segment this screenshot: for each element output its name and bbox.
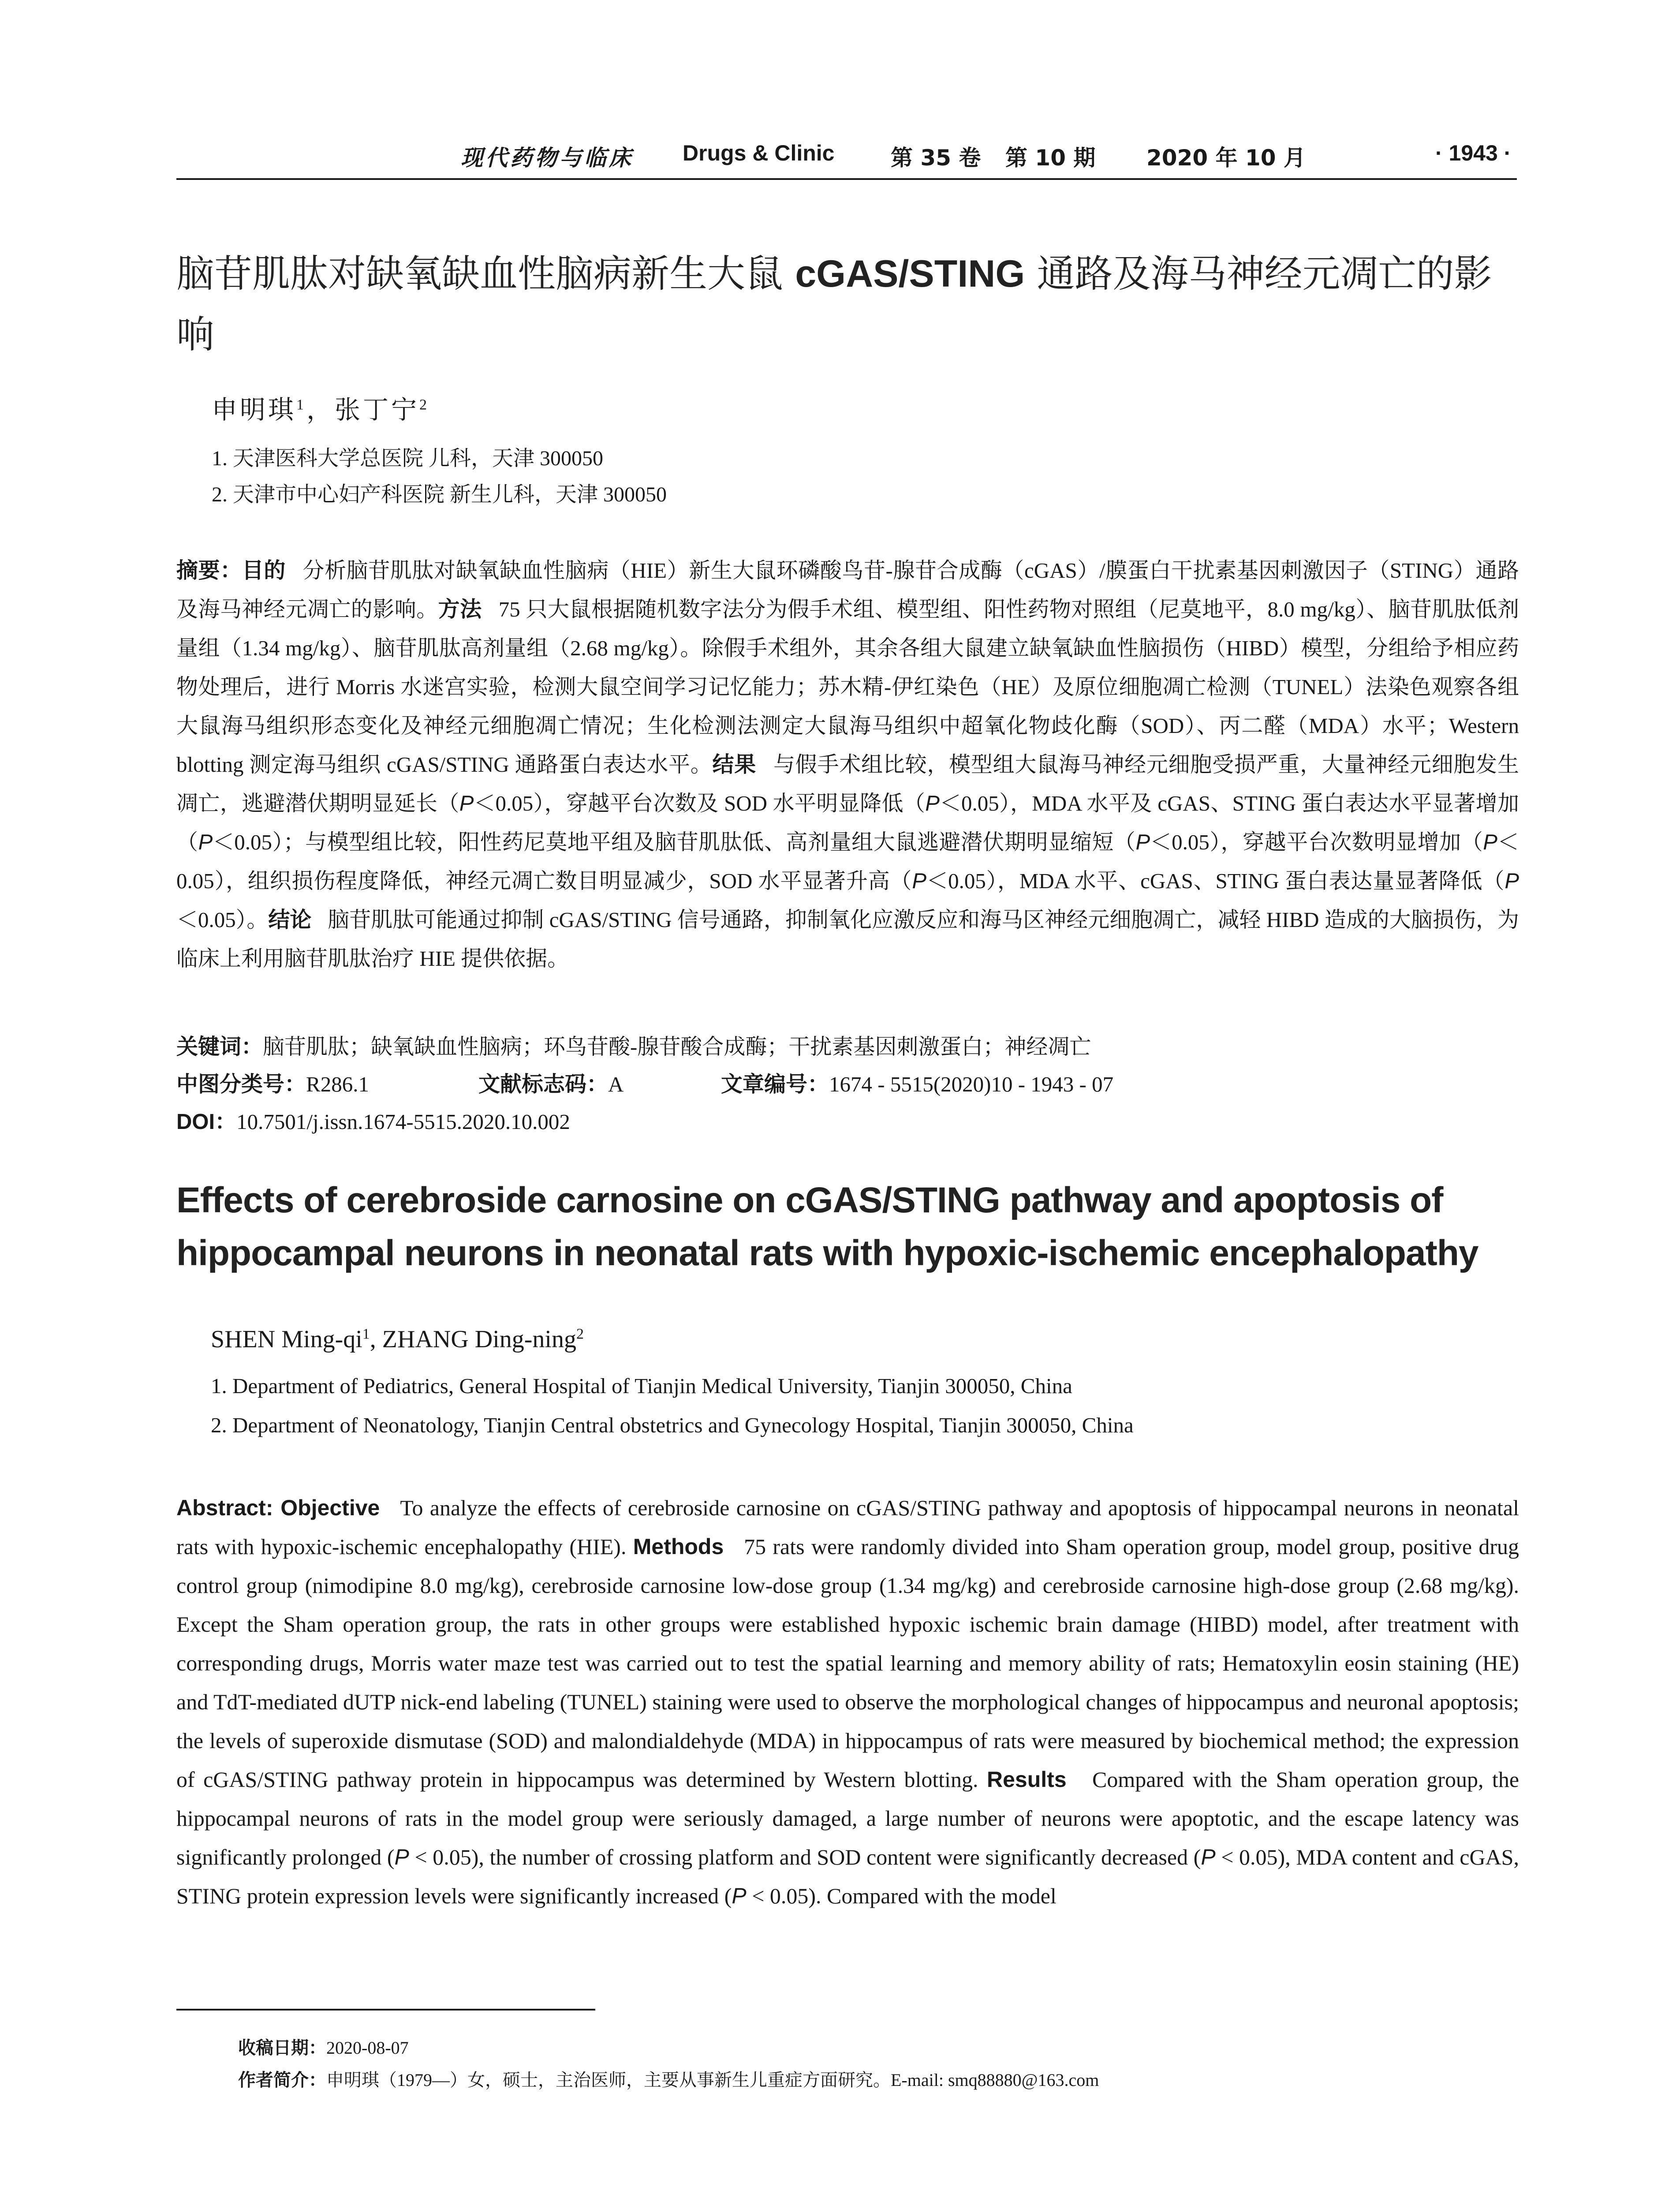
affiliation-en-1: 1. Department of Pediatrics, General Hospital of Tianjin Medical University, Tianjin 300050, China xyxy=(211,1374,1072,1398)
keywords-cn: 关键词：脑苷肌肽；缺氧缺血性脑病；环鸟苷酸-腺苷酸合成酶；干扰素基因刺激蛋白；神经凋亡 xyxy=(176,1035,1091,1059)
footnote-author: 作者简介：申明琪（1979—）女，硕士，主治医师，主要从事新生儿重症方面研究。E-mail: smq88880@163.com xyxy=(238,2070,1099,2090)
journal-name-en: Drugs & Clinic xyxy=(683,141,835,165)
affiliation-cn-1: 1. 天津医科大学总医院 儿科，天津 300050 xyxy=(212,447,604,470)
abstract-en: Abstract: Objective To analyze the effects of cerebroside carnosine on cGAS/STING pathway and apoptosis of hippocampal neurons in neonatal rats with hypoxic-ischemic encephalopathy (HIE). Methods 75 rats were randomly divided into Sham operation group, model group, positive drug control group (nimodipine 8.0 mg/kg), cerebroside carnosine low-dose group (1.34 mg/kg) and cerebroside carnosine high-dose group (2.68 mg/kg). Except the Sham operation group, the rats in other groups were established hypoxic ischemic brain damage (HIBD) model, after treatment with corresponding drugs, Morris water maze test was carried out to test the spatial learning and memory ability of rats; Hematoxylin eosin staining (HE) and TdT-mediated dUTP nick-end labeling (TUNEL) staining were used to observe the morphological changes of hippocampus and neuronal apoptosis; the levels of superoxide dismutase (SOD) and malondialdehyde (MDA) in hippocampus of rats were measured by biochemical method; the expression of cGAS/STING pathway protein in hippocampus was determined by Western blotting. Results Compared with the Sham operation group, the hippocampal neurons of rats in the model group were seriously damaged, a large number of neurons were apoptotic, and the escape latency was significantly prolonged (P < 0.05), the number of crossing platform and SOD content were significantly decreased (P < 0.05), MDA content and cGAS, STING protein expression levels were significantly increased (P < 0.05). Compared with the model xyxy=(176,1495,1519,1908)
authors-en: SHEN Ming-$qi^1$, ZHANG Ding-ning$^2$ xyxy=(211,1326,584,1353)
title-cn: 脑苷肌肽对缺氧缺血性脑病新生大鼠 cGAS/STING 通路及海马神经元凋亡的影响 xyxy=(176,252,1492,357)
running-header xyxy=(176,140,1517,176)
authors-cn: 申明琪$^1$，张丁宁$^2$ xyxy=(212,396,430,424)
footnote-rule xyxy=(176,2009,595,2011)
doi-line: DOI：10.7501/j.issn.1674-5515.2020.10.002 xyxy=(176,1110,570,1134)
journal-page: 现代药物与临床 Drugs & Clinic 第 35 卷 第 10 期 2020 年 10 月 · 1943 · 脑苷肌肽对缺氧缺血性脑病新生大鼠 cGAS/STING 通路及海马神经元凋亡的影响 申明琪$^1$，张丁宁$^2$ 1. 天津医科大学总医院 儿科，天津 300050 2. 天津市中心妇产科医院 新生儿科，天津 300050 摘要：目的 分析脑苷肌肽对缺氧缺血性脑病（HIE）新生大鼠环磷酸鸟苷-腺苷合成酶（cGAS）/膜蛋白干扰素基因刺激因子（STING）通路及海马神经元凋亡的影响。方法 75 只大鼠根据随机数字法分为假手术组、模型组、阳性药物对照组（尼莫地平，8.0 mg/kg）、脑苷肌肽低剂量组（1.34 mg/kg）、脑苷肌肽高剂量组（2.68 mg/kg）。除假手术组外，其余各组大鼠建立缺氧缺血性脑损伤（HIBD）模型，分组给予相应药物处理后，进行 Morris 水迷宫实验，检测大鼠空间学习记忆能力；苏木精-伊红染色（HE）及原位细胞凋亡检测（TUNEL）法染色观察各组大鼠海马组织形态变化及神经元细胞凋亡情况；生化检测法测定大鼠海马组织中超氧化物歧化酶（SOD）、丙二醛（MDA）水平；Western blotting 测定海马组织 cGAS/STING 通路蛋白表达水平。结果 与假手术组比较，模型组大鼠海马神经元细胞受损严重，大量神经元细胞发生凋亡，逃避潜伏期明显延长（P＜0.05），穿越平台次数及 SOD 水平明显降低（P＜0.05），MDA 水平及 cGAS、STING 蛋白表达水平显著增加（P＜0.05）；与模型组比较，阳性药尼莫地平组及脑苷肌肽低、高剂量组大鼠逃避潜伏期明显缩短（P＜0.05），穿越平台次数明显增加（P＜0.05），组织损伤程度降低，神经元凋亡数目明显减少，SOD 水平显著升高（P＜0.05），MDA 水平、cGAS、STING 蛋白表达量显著降低（P＜0.05）。结论 脑苷肌肽可能通过抑制 cGAS/STING 信号通路，抑制氧化应激反应和海马区神经元细胞凋亡，减轻 HIBD 造成的大脑损伤，为临床上利用脑苷肌肽治疗 HIE 提供依据。 关键词：脑苷肌肽；缺氧缺血性脑病；环鸟苷酸-腺苷酸合成酶；干扰素基因刺激蛋白；神经凋亡 中图分类号：R286.1 文献标志码：A 文章编号：1674 - 5515(2020)10 - 1943 - 07 DOI：10.7501/j.issn.1674-5515.2020.10.002 Effects of cerebroside carnosine on cGAS/STING pathway and apoptosis of hippocampal neurons in neonatal rats with hypoxic-ischemic encephalopathy SHEN Ming-$qi^1$, ZHANG Ding-ning$^2$ 1. Department of Pediatrics, General Hospital of Tianjin Medical University, Tianjin 300050, China 2. Department of Neonatology, Tianjin Central obstetrics and Gynecology Hospital, Tianjin 300050, China Abstract: Objective To analyze the effects of cerebroside carnosine on cGAS/STING pathway and apoptosis of hippocampal neurons in neonatal rats with hypoxic-ischemic encephalopathy (HIE). Methods 75 rats were randomly divided into Sham operation group, model group, positive drug control group (nimodipine 8.0 mg/kg), cerebroside carnosine low-dose group (1.34 mg/kg) and cerebroside carnosine high-dose group (2.68 mg/kg). Except the Sham operation group, the rats in other groups were established hypoxic ischemic brain damage (HIBD) model, after treatment with corresponding drugs, Morris water maze test was carried out to test the spatial learning and memory ability of rats; Hematoxylin eosin staining (HE) and TdT-mediated dUTP nick-end labeling (TUNEL) staining were used to observe the morphological changes of hippocampus and neuronal apoptosis; the levels of superoxide dismutase (SOD) and malondialdehyde (MDA) in hippocampus of rats were measured by biochemical method; the expression of cGAS/STING pathway protein in hippocampus was determined by Western blotting. Results Compared with the Sham operation group, the hippocampal neurons of rats in the model group were seriously damaged, a large number of neurons were apoptotic, and the escape latency was significantly prolonged (P < 0.05), the number of crossing platform and SOD content were significantly decreased (P < 0.05), MDA content and cGAS, STING protein expression levels were significantly increased (P < 0.05). Compared with the model 收稿日期：2020-08-07 作者简介：申明琪（1979—）女，硕士，主治医师，主要从事新生儿重症方面研究。E-mail: smq88880@163.com xyxy=(0,0,1680,2205)
affiliation-cn-2: 2. 天津市中心妇产科医院 新生儿科，天津 300050 xyxy=(212,483,667,506)
abstract-cn: 摘要：目的 分析脑苷肌肽对缺氧缺血性脑病（HIE）新生大鼠环磷酸鸟苷-腺苷合成酶（cGAS）/膜蛋白干扰素基因刺激因子（STING）通路及海马神经元凋亡的影响。方法 75 只大鼠根据随机数字法分为假手术组、模型组、阳性药物对照组（尼莫地平，8.0 mg/kg）、脑苷肌肽低剂量组（1.34 mg/kg）、脑苷肌肽高剂量组（2.68 mg/kg）。除假手术组外，其余各组大鼠建立缺氧缺血性脑损伤（HIBD）模型，分组给予相应药物处理后，进行 Morris 水迷宫实验，检测大鼠空间学习记忆能力；苏木精-伊红染色（HE）及原位细胞凋亡检测（TUNEL）法染色观察各组大鼠海马组织形态变化及神经元细胞凋亡情况；生化检测法测定大鼠海马组织中超氧化物歧化酶（SOD）、丙二醛（MDA）水平；Western blotting 测定海马组织 cGAS/STING 通路蛋白表达水平。结果 与假手术组比较，模型组大鼠海马神经元细胞受损严重，大量神经元细胞发生凋亡，逃避潜伏期明显延长（P＜0.05），穿越平台次数及 SOD 水平明显降低（P＜0.05），MDA 水平及 cGAS、STING 蛋白表达水平显著增加（P＜0.05）；与模型组比较，阳性药尼莫地平组及脑苷肌肽低、高剂量组大鼠逃避潜伏期明显缩短（P＜0.05），穿越平台次数明显增加（P＜0.05），组织损伤程度降低，神经元凋亡数目明显减少，SOD 水平显著升高（P＜0.05），MDA 水平、cGAS、STING 蛋白表达量显著降低（P＜0.05）。结论 脑苷肌肽可能通过抑制 cGAS/STING 信号通路，抑制氧化应激反应和海马区神经元细胞凋亡，减轻 HIBD 造成的大脑损伤，为临床上利用脑苷肌肽治疗 HIE 提供依据。 xyxy=(176,558,1519,971)
footnote-received: 收稿日期：2020-08-07 xyxy=(238,2038,409,2058)
title-en: Effects of cerebroside carnosine on cGAS/STING pathway and apoptosis of hippocampal neurons in neonatal rats with hypoxic-ischemic encephalopathy xyxy=(176,1180,1478,1273)
doi-link[interactable]: 10.7501/j.issn.1674-5515.2020.10.002 xyxy=(236,1110,570,1134)
issue-date: 2020 年 10 月 xyxy=(1146,145,1306,171)
issue: 第 10 期 xyxy=(1005,145,1096,171)
journal-name-cn: 现代药物与临床 xyxy=(461,145,634,171)
header-rule xyxy=(176,178,1517,180)
affiliation-en-2: 2. Department of Neonatology, Tianjin Central obstetrics and Gynecology Hospital, Tianjin 300050, China xyxy=(211,1413,1134,1437)
volume: 第 35 卷 xyxy=(891,145,981,171)
page-number: · 1943 · xyxy=(1435,141,1512,165)
